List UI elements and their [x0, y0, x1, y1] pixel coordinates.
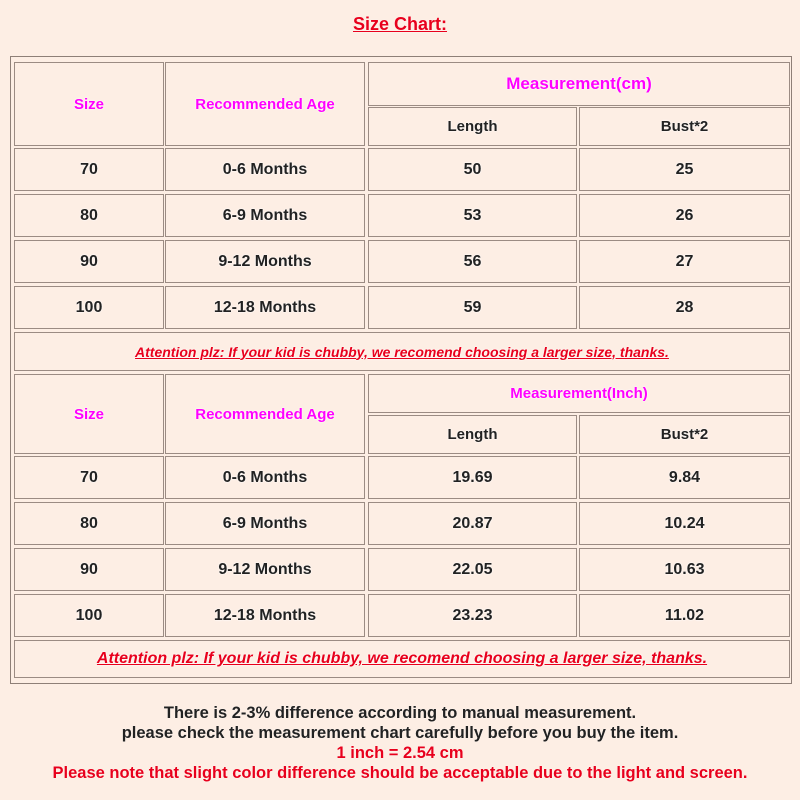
size-cell: 100 [14, 286, 164, 329]
measurement-cm-header: Measurement(cm) [368, 62, 790, 106]
bust-header: Bust*2 [579, 415, 790, 454]
measurement-difference-note: There is 2-3% difference according to manual measurement. [163, 704, 637, 722]
bust-cell: 26 [579, 194, 790, 237]
age-cell: 12-18 Months [165, 286, 365, 329]
notes-section [0, 703, 800, 783]
age-cell: 6-9 Months [165, 502, 365, 545]
recommended-age-header: Recommended Age [165, 62, 365, 146]
bust-cell: 25 [579, 148, 790, 191]
length-cell: 56 [368, 240, 577, 283]
length-cell: 53 [368, 194, 577, 237]
length-header: Length [368, 107, 577, 146]
length-cell: 59 [368, 286, 577, 329]
length-cell: 22.05 [368, 548, 577, 591]
size-header: Size [14, 62, 164, 146]
bust-header: Bust*2 [579, 107, 790, 146]
length-cell: 19.69 [368, 456, 577, 499]
size-chart-title: Size Chart: [352, 14, 448, 34]
length-header: Length [368, 415, 577, 454]
length-cell: 50 [368, 148, 577, 191]
bust-cell: 11.02 [579, 594, 790, 637]
size-cell: 90 [14, 240, 164, 283]
attention-note: Attention plz: If your kid is chubby, we recomend choosing a larger size, thanks. [14, 640, 790, 678]
bust-cell: 28 [579, 286, 790, 329]
age-cell: 0-6 Months [165, 456, 365, 499]
size-cell: 70 [14, 148, 164, 191]
measurement-inch-header: Measurement(Inch) [368, 374, 790, 413]
size-cell: 80 [14, 502, 164, 545]
bust-cell: 10.63 [579, 548, 790, 591]
recommended-age-header: Recommended Age [165, 374, 365, 454]
inch-conversion-note: 1 inch = 2.54 cm [336, 744, 464, 762]
length-cell: 23.23 [368, 594, 577, 637]
size-chart-table [10, 56, 792, 684]
age-cell: 12-18 Months [165, 594, 365, 637]
bust-cell: 27 [579, 240, 790, 283]
age-cell: 9-12 Months [165, 548, 365, 591]
length-cell: 20.87 [368, 502, 577, 545]
size-cell: 90 [14, 548, 164, 591]
age-cell: 9-12 Months [165, 240, 365, 283]
size-header: Size [14, 374, 164, 454]
age-cell: 0-6 Months [165, 148, 365, 191]
size-cell: 100 [14, 594, 164, 637]
size-cell: 80 [14, 194, 164, 237]
attention-note: Attention plz: If your kid is chubby, we recomend choosing a larger size, thanks. [14, 332, 790, 371]
size-cell: 70 [14, 456, 164, 499]
age-cell: 6-9 Months [165, 194, 365, 237]
check-chart-note: please check the measurement chart carefully before you buy the item. [121, 724, 679, 742]
color-difference-note: Please note that slight color difference should be acceptable due to the light and screen. [52, 764, 748, 782]
bust-cell: 10.24 [579, 502, 790, 545]
bust-cell: 9.84 [579, 456, 790, 499]
